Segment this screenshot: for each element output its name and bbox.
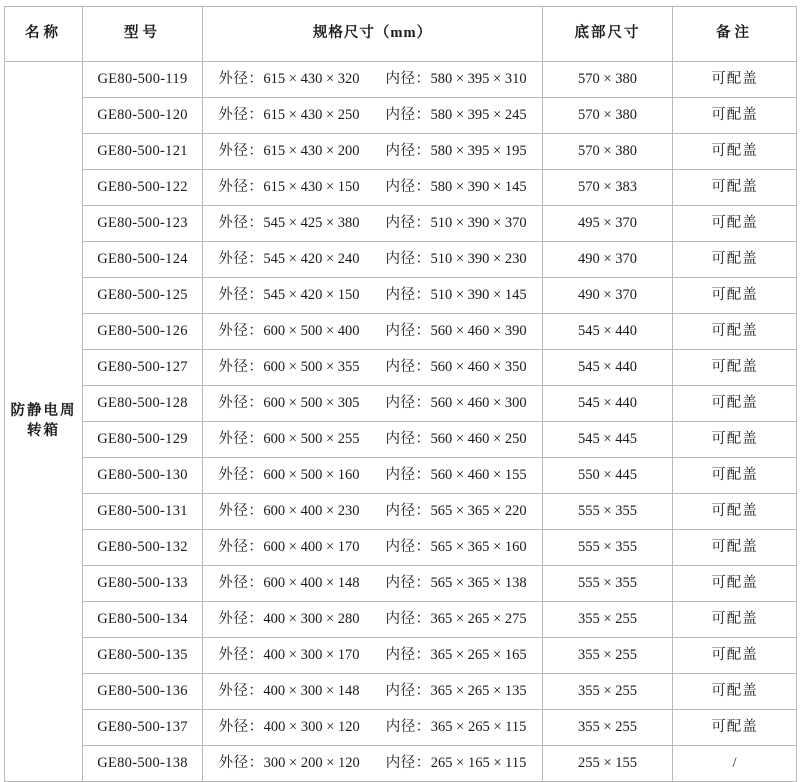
- table-row: [5, 170, 797, 206]
- outer-dimension-value: 600 × 500 × 160: [263, 466, 360, 483]
- outer-dimension: [218, 466, 359, 486]
- inner-dimension-value: 510 × 390 × 370: [430, 214, 527, 231]
- cell-model: GE80-500-123: [83, 206, 203, 242]
- spec-values: [203, 610, 542, 630]
- inner-dimension-value: 560 × 460 × 300: [430, 394, 527, 411]
- cell-bottom-size: 495 × 370: [543, 206, 673, 242]
- table-row: [5, 386, 797, 422]
- outer-dimension: [218, 610, 359, 630]
- table-row: [5, 458, 797, 494]
- inner-dimension: [386, 322, 527, 342]
- cell-bottom-size: 490 × 370: [543, 242, 673, 278]
- outer-dimension: [218, 70, 359, 90]
- outer-dimension-value: 615 × 430 × 320: [263, 70, 360, 87]
- inner-dimension-label: 内径：: [385, 70, 431, 87]
- inner-dimension-value: 560 × 460 × 390: [430, 322, 527, 339]
- cell-group-name: 防静电周转箱: [5, 62, 83, 782]
- cell-remark: 可配盖: [673, 458, 797, 494]
- cell-remark: 可配盖: [673, 170, 797, 206]
- cell-bottom-size: 545 × 440: [543, 350, 673, 386]
- outer-dimension-label: 外径：: [218, 106, 264, 123]
- outer-dimension-value: 600 × 500 × 400: [263, 322, 360, 339]
- table-row: [5, 710, 797, 746]
- cell-model: GE80-500-134: [83, 602, 203, 638]
- cell-spec: [203, 602, 543, 638]
- inner-dimension-label: 内径：: [385, 322, 431, 339]
- outer-dimension-label: 外径：: [218, 646, 264, 663]
- cell-bottom-size: 490 × 370: [543, 278, 673, 314]
- inner-dimension-value: 580 × 395 × 245: [430, 106, 527, 123]
- outer-dimension-value: 545 × 420 × 150: [263, 286, 360, 303]
- cell-model: GE80-500-119: [83, 62, 203, 98]
- outer-dimension-value: 545 × 425 × 380: [263, 214, 360, 231]
- outer-dimension: [219, 754, 360, 774]
- inner-dimension-label: 内径：: [385, 214, 431, 231]
- cell-spec: [203, 170, 543, 206]
- outer-dimension-label: 外径：: [218, 286, 264, 303]
- table-row: [5, 134, 797, 170]
- cell-spec: [203, 134, 543, 170]
- outer-dimension-value: 545 × 420 × 240: [263, 250, 360, 267]
- inner-dimension-label: 内径：: [385, 574, 431, 591]
- inner-dimension-label: 内径：: [385, 718, 431, 735]
- table-row: [5, 314, 797, 350]
- cell-spec: [203, 674, 543, 710]
- inner-dimension-value: 565 × 365 × 138: [430, 574, 527, 591]
- inner-dimension-value: 565 × 365 × 160: [430, 538, 527, 555]
- outer-dimension-label: 外径：: [218, 430, 264, 447]
- outer-dimension: [218, 322, 359, 342]
- table-row: [5, 638, 797, 674]
- cell-model: GE80-500-125: [83, 278, 203, 314]
- cell-bottom-size: 550 × 445: [543, 458, 673, 494]
- inner-dimension: [386, 286, 527, 306]
- inner-dimension-label: 内径：: [385, 142, 431, 159]
- inner-dimension-label: 内径：: [385, 610, 431, 627]
- inner-dimension-value: 580 × 395 × 195: [430, 142, 527, 159]
- cell-model: GE80-500-121: [83, 134, 203, 170]
- inner-dimension-value: 265 × 165 × 115: [430, 754, 527, 771]
- spec-values: [203, 358, 542, 378]
- inner-dimension-label: 内径：: [385, 646, 431, 663]
- cell-remark: 可配盖: [673, 350, 797, 386]
- cell-spec: [203, 278, 543, 314]
- cell-model: GE80-500-122: [83, 170, 203, 206]
- cell-remark: 可配盖: [673, 422, 797, 458]
- cell-spec: [203, 206, 543, 242]
- cell-spec: [203, 386, 543, 422]
- cell-spec: [203, 62, 543, 98]
- inner-dimension-value: 580 × 390 × 145: [430, 178, 527, 195]
- inner-dimension-value: 580 × 395 × 310: [430, 70, 527, 87]
- outer-dimension-label: 外径：: [218, 682, 264, 699]
- cell-remark: 可配盖: [673, 134, 797, 170]
- spec-values: [203, 106, 542, 126]
- inner-dimension: [386, 250, 527, 270]
- cell-spec: [203, 350, 543, 386]
- cell-spec: [203, 566, 543, 602]
- outer-dimension: [218, 358, 359, 378]
- outer-dimension-label: 外径：: [218, 502, 264, 519]
- cell-bottom-size: 555 × 355: [543, 494, 673, 530]
- spec-values: [203, 718, 542, 738]
- cell-spec: [203, 638, 543, 674]
- cell-remark: 可配盖: [673, 242, 797, 278]
- outer-dimension-label: 外径：: [218, 718, 264, 735]
- cell-model: GE80-500-133: [83, 566, 203, 602]
- table-row: [5, 674, 797, 710]
- outer-dimension: [218, 250, 359, 270]
- inner-dimension: [386, 358, 527, 378]
- inner-dimension: [386, 682, 527, 702]
- cell-spec: [203, 494, 543, 530]
- inner-dimension-label: 内径：: [385, 754, 431, 771]
- inner-dimension-label: 内径：: [385, 538, 431, 555]
- inner-dimension-label: 内径：: [385, 394, 431, 411]
- inner-dimension: [386, 502, 527, 522]
- outer-dimension-value: 300 × 200 × 120: [263, 754, 360, 771]
- inner-dimension: [386, 178, 527, 198]
- inner-dimension-label: 内径：: [385, 430, 431, 447]
- table-row: [5, 602, 797, 638]
- cell-remark: 可配盖: [673, 494, 797, 530]
- table-row: [5, 422, 797, 458]
- spec-values: [203, 646, 542, 666]
- cell-model: GE80-500-130: [83, 458, 203, 494]
- inner-dimension-label: 内径：: [385, 502, 431, 519]
- product-spec-table: [4, 6, 797, 782]
- outer-dimension-value: 400 × 300 × 280: [263, 610, 360, 627]
- inner-dimension-value: 365 × 265 × 275: [430, 610, 527, 627]
- cell-remark: 可配盖: [673, 98, 797, 134]
- outer-dimension-value: 400 × 300 × 120: [263, 718, 360, 735]
- outer-dimension: [218, 142, 359, 162]
- inner-dimension: [386, 430, 527, 450]
- cell-bottom-size: 545 × 440: [543, 314, 673, 350]
- spec-values: [203, 538, 542, 558]
- outer-dimension-label: 外径：: [218, 574, 264, 591]
- inner-dimension: [386, 466, 527, 486]
- cell-remark: 可配盖: [673, 674, 797, 710]
- spec-values: [203, 286, 542, 306]
- column-header-remark: 备注: [673, 7, 797, 62]
- spec-values: [203, 682, 542, 702]
- cell-bottom-size: 555 × 355: [543, 530, 673, 566]
- table-row: [5, 206, 797, 242]
- cell-bottom-size: 545 × 445: [543, 422, 673, 458]
- cell-bottom-size: 355 × 255: [543, 674, 673, 710]
- cell-bottom-size: 555 × 355: [543, 566, 673, 602]
- inner-dimension-value: 510 × 390 × 230: [430, 250, 527, 267]
- cell-model: GE80-500-131: [83, 494, 203, 530]
- inner-dimension-value: 365 × 265 × 165: [430, 646, 527, 663]
- outer-dimension-value: 615 × 430 × 200: [263, 142, 360, 159]
- cell-remark: 可配盖: [673, 278, 797, 314]
- cell-model: GE80-500-124: [83, 242, 203, 278]
- outer-dimension: [218, 538, 359, 558]
- inner-dimension-label: 内径：: [385, 250, 431, 267]
- spec-values: [203, 574, 542, 594]
- table-row: [5, 746, 797, 782]
- outer-dimension-label: 外径：: [218, 250, 264, 267]
- cell-model: GE80-500-128: [83, 386, 203, 422]
- column-header-bottom-size: 底部尺寸: [543, 7, 673, 62]
- cell-remark: 可配盖: [673, 710, 797, 746]
- spec-values: [203, 250, 542, 270]
- cell-spec: [203, 242, 543, 278]
- outer-dimension-label: 外径：: [218, 214, 264, 231]
- inner-dimension-value: 560 × 460 × 350: [430, 358, 527, 375]
- cell-remark: 可配盖: [673, 206, 797, 242]
- cell-spec: [203, 422, 543, 458]
- outer-dimension-label: 外径：: [218, 394, 264, 411]
- outer-dimension-label: 外径：: [218, 754, 264, 771]
- spec-values: [203, 178, 542, 198]
- outer-dimension-value: 615 × 430 × 150: [263, 178, 360, 195]
- inner-dimension-value: 365 × 265 × 115: [430, 718, 527, 735]
- cell-remark: 可配盖: [673, 62, 797, 98]
- outer-dimension: [218, 430, 359, 450]
- inner-dimension: [386, 610, 527, 630]
- outer-dimension: [218, 214, 359, 234]
- cell-remark: 可配盖: [673, 566, 797, 602]
- inner-dimension-value: 510 × 390 × 145: [430, 286, 527, 303]
- outer-dimension-label: 外径：: [218, 610, 264, 627]
- spec-values: [203, 70, 542, 90]
- table-row: [5, 494, 797, 530]
- outer-dimension-value: 600 × 400 × 170: [263, 538, 360, 555]
- inner-dimension-label: 内径：: [385, 682, 431, 699]
- outer-dimension-value: 600 × 400 × 230: [263, 502, 360, 519]
- cell-model: GE80-500-132: [83, 530, 203, 566]
- inner-dimension: [386, 646, 527, 666]
- column-header-name: 名称: [5, 7, 83, 62]
- cell-spec: [203, 530, 543, 566]
- cell-model: GE80-500-137: [83, 710, 203, 746]
- spec-values: [203, 214, 542, 234]
- table-row: [5, 62, 797, 98]
- outer-dimension-label: 外径：: [218, 466, 264, 483]
- outer-dimension-label: 外径：: [218, 142, 264, 159]
- inner-dimension: [386, 538, 527, 558]
- outer-dimension: [218, 286, 359, 306]
- spec-values: [203, 322, 542, 342]
- inner-dimension-label: 内径：: [385, 358, 431, 375]
- cell-bottom-size: 255 × 155: [543, 746, 673, 782]
- cell-remark: 可配盖: [673, 530, 797, 566]
- inner-dimension-label: 内径：: [385, 106, 431, 123]
- outer-dimension-label: 外径：: [218, 70, 264, 87]
- cell-model: GE80-500-129: [83, 422, 203, 458]
- outer-dimension: [218, 574, 359, 594]
- inner-dimension-label: 内径：: [385, 178, 431, 195]
- spec-values: [203, 502, 542, 522]
- outer-dimension: [218, 394, 359, 414]
- spec-values: [203, 430, 542, 450]
- inner-dimension: [386, 106, 527, 126]
- cell-bottom-size: 545 × 440: [543, 386, 673, 422]
- inner-dimension: [386, 142, 527, 162]
- table-row: [5, 242, 797, 278]
- outer-dimension: [218, 646, 359, 666]
- table-row: [5, 98, 797, 134]
- table-row: [5, 350, 797, 386]
- outer-dimension-label: 外径：: [218, 538, 264, 555]
- cell-model: GE80-500-126: [83, 314, 203, 350]
- spec-values: [203, 142, 542, 162]
- outer-dimension: [218, 682, 359, 702]
- cell-remark: 可配盖: [673, 314, 797, 350]
- inner-dimension: [386, 718, 527, 738]
- cell-remark: /: [673, 746, 797, 782]
- cell-remark: 可配盖: [673, 602, 797, 638]
- outer-dimension-value: 400 × 300 × 170: [263, 646, 360, 663]
- cell-remark: 可配盖: [673, 386, 797, 422]
- outer-dimension: [219, 718, 360, 738]
- cell-spec: [203, 98, 543, 134]
- outer-dimension-label: 外径：: [218, 358, 264, 375]
- outer-dimension-value: 600 × 500 × 305: [263, 394, 360, 411]
- spec-values: [203, 754, 542, 774]
- table-header: [5, 7, 797, 62]
- table-row: [5, 530, 797, 566]
- inner-dimension: [386, 574, 527, 594]
- cell-bottom-size: 355 × 255: [543, 638, 673, 674]
- cell-spec: [203, 710, 543, 746]
- inner-dimension-value: 365 × 265 × 135: [430, 682, 527, 699]
- inner-dimension-value: 560 × 460 × 250: [430, 430, 527, 447]
- inner-dimension: [386, 214, 527, 234]
- column-header-model: 型号: [83, 7, 203, 62]
- cell-model: GE80-500-136: [83, 674, 203, 710]
- inner-dimension-value: 565 × 365 × 220: [430, 502, 527, 519]
- outer-dimension-value: 615 × 430 × 250: [263, 106, 360, 123]
- cell-bottom-size: 570 × 380: [543, 134, 673, 170]
- outer-dimension-label: 外径：: [218, 178, 264, 195]
- cell-remark: 可配盖: [673, 638, 797, 674]
- outer-dimension: [218, 106, 359, 126]
- cell-spec: [203, 458, 543, 494]
- cell-bottom-size: 355 × 255: [543, 602, 673, 638]
- table-row: [5, 278, 797, 314]
- inner-dimension: [386, 394, 527, 414]
- cell-bottom-size: 570 × 380: [543, 62, 673, 98]
- inner-dimension-label: 内径：: [385, 466, 431, 483]
- spec-values: [203, 394, 542, 414]
- cell-bottom-size: 570 × 380: [543, 98, 673, 134]
- cell-bottom-size: 570 × 383: [543, 170, 673, 206]
- table-row: [5, 566, 797, 602]
- cell-spec: [203, 746, 543, 782]
- outer-dimension: [218, 178, 359, 198]
- inner-dimension-label: 内径：: [385, 286, 431, 303]
- cell-bottom-size: 355 × 255: [543, 710, 673, 746]
- table-header-row: [5, 7, 797, 62]
- column-header-spec: 规格尺寸（mm）: [203, 7, 543, 62]
- outer-dimension-value: 600 × 400 × 148: [263, 574, 360, 591]
- cell-model: GE80-500-120: [83, 98, 203, 134]
- spec-values: [203, 466, 542, 486]
- outer-dimension-value: 600 × 500 × 255: [263, 430, 360, 447]
- cell-model: GE80-500-135: [83, 638, 203, 674]
- outer-dimension: [218, 502, 359, 522]
- outer-dimension-value: 600 × 500 × 355: [263, 358, 360, 375]
- table-body: [5, 62, 797, 782]
- cell-spec: [203, 314, 543, 350]
- inner-dimension: [386, 70, 527, 90]
- outer-dimension-label: 外径：: [218, 322, 264, 339]
- inner-dimension-value: 560 × 460 × 155: [430, 466, 527, 483]
- outer-dimension-value: 400 × 300 × 148: [263, 682, 360, 699]
- cell-model: GE80-500-127: [83, 350, 203, 386]
- inner-dimension: [386, 754, 527, 774]
- cell-model: GE80-500-138: [83, 746, 203, 782]
